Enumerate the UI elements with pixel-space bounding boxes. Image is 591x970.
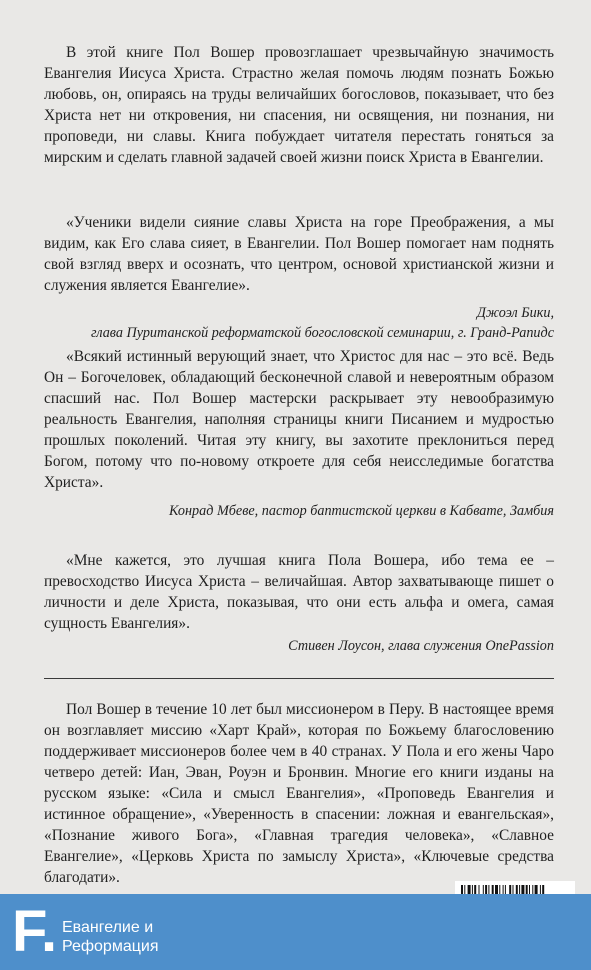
intro-paragraph: В этой книге Пол Вошер провозглашает чрезвычайную значимость Евангелия Иисуса Христа. Страстно желая помочь людям познать Божью любовь, он, опираясь на труды величайших богословов, показывает, что без Христа нет ни откровения, ни спасения, ни освящения, ни познания, ни проповеди, ни славы. Книга побуждает читателя перестать гоняться за мирским и сделать главной задачей своей жизни поиск Христа в Евангелии.	[44, 44, 554, 166]
quote-text: «Ученики видели сияние славы Христа на горе Преображения, а мы видим, как Его слава сияет, в Евангелии. Пол Вошер помогает нам поднять свой взгляд вверх и осознать, что центром, основой христианской жизни и служения является Евангелие».	[44, 214, 554, 294]
publisher-name-line-1: Евангелие и	[62, 919, 154, 936]
quote-author: Стивен Лоусон, глава служения OnePassion	[288, 638, 554, 654]
intro-section	[44, 42, 554, 168]
quote-author-role: глава Пуританской реформатской богословской семинарии, г. Гранд-Рапидс	[90, 325, 554, 341]
author-bio-section	[44, 699, 554, 888]
quote-author: Джоэл Бики,	[476, 305, 554, 321]
quote-2	[44, 346, 554, 521]
publisher-name	[62, 918, 159, 956]
quote-1	[44, 212, 554, 343]
quote-3	[44, 550, 554, 656]
quote-text: «Всякий истинный верующий знает, что Христос для нас – это всё. Ведь Он – Богочеловек, обладающий бесконечной славой и невероятным образом спасший нас. Пол Вошер мастерски раскрывает эту невообразимую реальность Евангелия, наполняя страницы книги Писанием и мудростью прошлых поколений. Читая эту книгу, вы захотите преклониться перед Богом, потому что по-новому откроете для себя неисследимые богатства Христа».	[44, 348, 554, 491]
author-bio: Пол Вошер в течение 10 лет был миссионером в Перу. В настоящее время он возглавляет миссию «Харт Край», которая по Божьему благословению поддерживает миссионеров более чем в 40 странах. У Пола и его жены Чаро четверо детей: Иан, Эван, Роуэн и Бронвин. Многие его книги изданы на русском языке: «Сила и смысл Евангелия», «Проповедь Евангелия и истинное обращение», «Уверенность в спасении: ложная и евангельская», «Познание живого Бога», «Главная трагедия человека», «Славное Евангелие», «Церковь Христа по замыслу Христа», «Ключевые средства благодати».	[44, 701, 554, 886]
publisher-name-line-2: Реформация	[62, 938, 159, 955]
section-divider	[44, 678, 554, 679]
publisher-logo-mark: F.	[12, 899, 58, 964]
quote-text: «Мне кажется, это лучшая книга Пола Вошера, ибо тема ее – превосходство Иисуса Христа – величайшая. Автор захватывающе пишет о личности и деле Христа, показывая, что они есть альфа и омега, самая сущность Евангелия».	[44, 552, 554, 632]
publisher-band	[0, 894, 591, 970]
quote-author: Конрад Мбеве, пастор баптистской церкви в Кабвате, Замбия	[169, 503, 554, 519]
